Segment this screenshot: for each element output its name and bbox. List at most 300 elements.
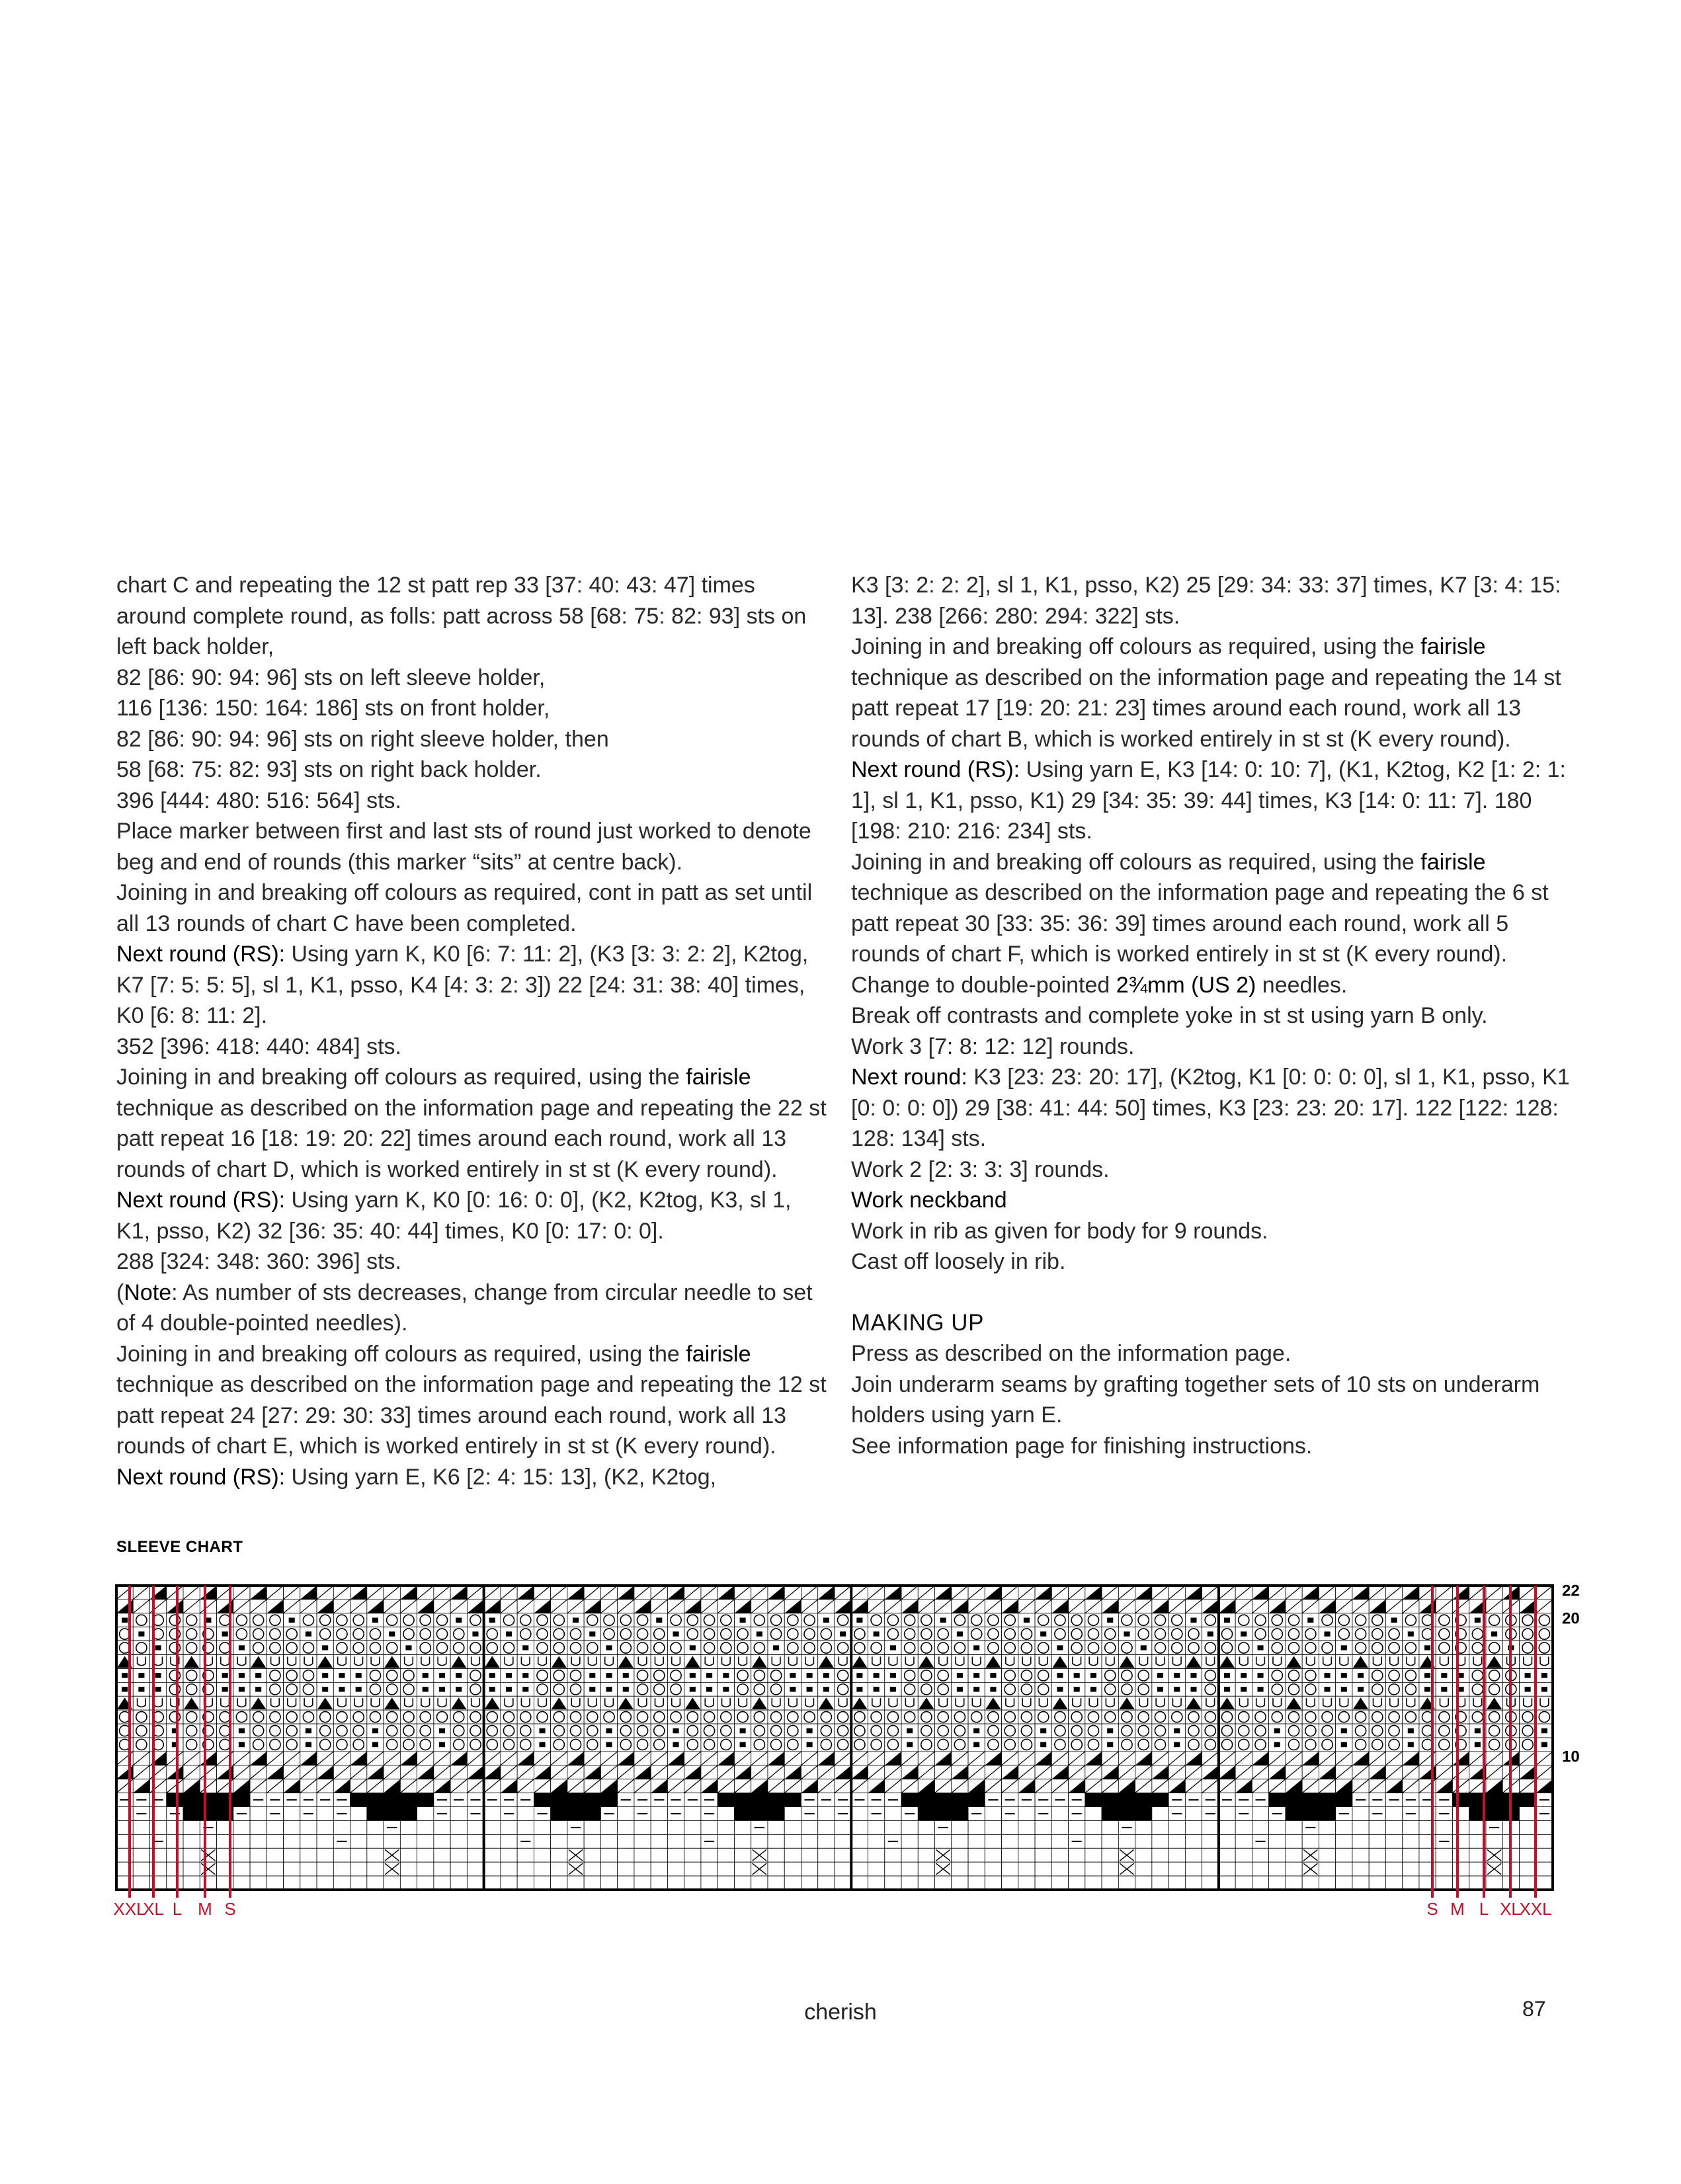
chart-cell (718, 1696, 734, 1710)
chart-cell (1369, 1862, 1385, 1876)
chart-symbol (954, 1725, 965, 1736)
chart-cell (718, 1848, 734, 1862)
chart-symbol (690, 1673, 696, 1678)
chart-cell (1385, 1752, 1402, 1765)
chart-symbol (1506, 1712, 1516, 1722)
chart-symbol (771, 1712, 782, 1722)
chart-cell (1118, 1820, 1135, 1834)
chart-symbol (1475, 1728, 1481, 1734)
chart-cell (918, 1682, 934, 1696)
chart-cell (367, 1682, 384, 1696)
chart-cell (534, 1710, 550, 1724)
chart-symbol (757, 1631, 762, 1637)
chart-symbol (454, 1725, 464, 1736)
chart-cell (317, 1793, 333, 1807)
chart-symbol (387, 1725, 397, 1736)
chart-symbol (1407, 1657, 1415, 1666)
chart-symbol (1422, 1739, 1433, 1750)
chart-symbol (821, 1629, 831, 1639)
chart-symbol (155, 1645, 161, 1650)
chart-symbol (784, 1779, 801, 1793)
chart-cell (1002, 1668, 1018, 1682)
chart-symbol (371, 1657, 380, 1666)
chart-symbol (734, 1779, 751, 1793)
chart-symbol (1085, 1586, 1102, 1599)
chart-cell (467, 1752, 483, 1765)
chart-symbol (1135, 1752, 1152, 1765)
chart-cell (1235, 1876, 1252, 1890)
chart-symbol (1286, 1779, 1302, 1793)
chart-cell (1069, 1668, 1085, 1682)
chart-symbol (337, 1629, 347, 1639)
chart-cell (968, 1696, 985, 1710)
chart-cell (484, 1710, 501, 1724)
chart-cell (1536, 1682, 1553, 1696)
chart-symbol (838, 1642, 848, 1653)
chart-symbol (1024, 1618, 1030, 1623)
chart-symbol (1090, 1673, 1096, 1678)
chart-cell (968, 1848, 985, 1862)
chart-symbol (537, 1615, 548, 1625)
chart-cell (1436, 1682, 1452, 1696)
chart-cell (200, 1765, 216, 1779)
chart-symbol (454, 1629, 464, 1639)
chart-cell (400, 1765, 417, 1779)
chart-cell (1369, 1668, 1385, 1682)
chart-cell (417, 1820, 434, 1834)
chart-cell (317, 1807, 333, 1821)
chart-symbol (405, 1698, 413, 1707)
chart-cell (1252, 1641, 1268, 1655)
chart-cell (901, 1599, 918, 1613)
chart-symbol (988, 1642, 999, 1653)
chart-cell (350, 1793, 367, 1807)
chart-cell (1336, 1668, 1352, 1682)
chart-cell (333, 1682, 350, 1696)
chart-cell (718, 1834, 734, 1848)
chart-symbol (337, 1739, 347, 1750)
chart-cell (450, 1848, 467, 1862)
chart-cell (1319, 1834, 1335, 1848)
chart-symbol (1055, 1739, 1065, 1750)
chart-symbol (387, 1615, 397, 1625)
chart-symbol (907, 1728, 913, 1734)
chart-cell (1502, 1682, 1519, 1696)
chart-cell (584, 1765, 600, 1779)
chart-cell (284, 1682, 300, 1696)
chart-symbol (222, 1673, 228, 1678)
chart-symbol (784, 1752, 801, 1765)
chart-cell (768, 1765, 784, 1779)
chart-cell (701, 1820, 718, 1834)
chart-symbol (217, 1765, 233, 1779)
chart-cell (584, 1682, 600, 1696)
chart-symbol (537, 1642, 548, 1653)
chart-cell (450, 1765, 467, 1779)
chart-symbol (1069, 1779, 1085, 1793)
chart-cell (501, 1765, 517, 1779)
chart-symbol (921, 1615, 932, 1625)
chart-symbol (200, 1779, 216, 1793)
making-up-line: See information page for finishing instructions. (851, 1433, 1313, 1459)
chart-symbol (1071, 1739, 1082, 1750)
chart-symbol (487, 1629, 497, 1639)
chart-cell (868, 1668, 885, 1682)
chart-cell (1002, 1876, 1018, 1890)
chart-cell (901, 1765, 918, 1779)
chart-cell (801, 1599, 817, 1613)
chart-cell (1118, 1655, 1135, 1669)
chart-symbol (138, 1698, 146, 1707)
chart-cell (384, 1793, 400, 1807)
chart-symbol (1055, 1629, 1065, 1639)
chart-symbol (1489, 1670, 1500, 1681)
chart-symbol (754, 1739, 764, 1750)
chart-cell (167, 1696, 183, 1710)
chart-cell (183, 1599, 200, 1613)
chart-cell (1018, 1820, 1035, 1834)
chart-symbol (371, 1698, 380, 1707)
chart-cell (167, 1655, 183, 1669)
paragraph (851, 970, 1575, 1001)
chart-symbol (801, 1779, 817, 1793)
chart-cell (150, 1696, 167, 1710)
chart-cell (634, 1807, 651, 1821)
chart-cell (952, 1724, 968, 1738)
chart-cell (434, 1848, 450, 1862)
chart-cell (217, 1682, 233, 1696)
chart-symbol (534, 1779, 550, 1793)
chart-cell (1519, 1682, 1536, 1696)
chart-symbol (1088, 1725, 1098, 1736)
chart-symbol (266, 1599, 283, 1613)
chart-cell (851, 1599, 868, 1613)
chart-cell (935, 1779, 952, 1793)
chart-cell (1352, 1848, 1369, 1862)
chart-cell (1185, 1820, 1202, 1834)
chart-cell (317, 1820, 333, 1834)
chart-symbol (935, 1765, 952, 1779)
chart-symbol (1539, 1642, 1549, 1653)
chart-symbol (604, 1629, 614, 1639)
chart-cell (233, 1765, 250, 1779)
chart-cell (350, 1641, 367, 1655)
chart-symbol (520, 1725, 531, 1736)
chart-cell (1369, 1848, 1385, 1862)
chart-symbol (554, 1642, 564, 1653)
chart-cell (1252, 1862, 1268, 1876)
chart-symbol (116, 1599, 133, 1613)
chart-symbol (1303, 1863, 1317, 1875)
chart-symbol (384, 1752, 400, 1765)
chart-symbol (266, 1752, 283, 1765)
chart-cell (517, 1820, 534, 1834)
chart-symbol (754, 1684, 764, 1695)
chart-symbol (1524, 1698, 1532, 1707)
chart-cell (851, 1848, 868, 1862)
chart-symbol (183, 1779, 200, 1793)
chart-symbol (554, 1684, 564, 1695)
chart-symbol (1208, 1631, 1213, 1637)
chart-cell (333, 1752, 350, 1765)
chart-cell (667, 1599, 684, 1613)
chart-cell (450, 1586, 467, 1599)
chart-symbol (317, 1599, 333, 1613)
chart-symbol (150, 1765, 167, 1779)
chart-symbol (1355, 1642, 1366, 1653)
chart-cell (484, 1834, 501, 1848)
chart-cell (200, 1848, 216, 1862)
chart-cell (1085, 1613, 1102, 1627)
chart-symbol (704, 1642, 715, 1653)
chart-cell (150, 1710, 167, 1724)
chart-cell (1269, 1793, 1286, 1807)
chart-symbol (1469, 1779, 1486, 1793)
chart-cell (333, 1834, 350, 1848)
chart-symbol (1235, 1586, 1252, 1599)
chart-cell (1002, 1862, 1018, 1876)
chart-cell (1018, 1613, 1035, 1627)
chart-cell (434, 1586, 450, 1599)
chart-cell (300, 1682, 317, 1696)
chart-cell (1436, 1765, 1452, 1779)
chart-symbol (1322, 1615, 1332, 1625)
chart-cell (1202, 1655, 1219, 1669)
chart-cell (1302, 1668, 1319, 1682)
chart-symbol (838, 1739, 848, 1750)
chart-cell (1185, 1848, 1202, 1862)
chart-cell (1018, 1793, 1035, 1807)
chart-cell (317, 1641, 333, 1655)
chart-symbol (788, 1642, 798, 1653)
chart-cell (1469, 1862, 1486, 1876)
chart-cell (952, 1668, 968, 1682)
chart-cell (1035, 1793, 1051, 1807)
chart-cell (567, 1793, 584, 1807)
chart-symbol (690, 1645, 696, 1650)
chart-cell (1152, 1765, 1168, 1779)
chart-cell (1235, 1848, 1252, 1862)
chart-symbol (505, 1698, 513, 1707)
chart-symbol (1472, 1712, 1483, 1722)
chart-cell (317, 1710, 333, 1724)
paragraph (851, 847, 1575, 970)
chart-cell (1536, 1862, 1553, 1876)
chart-cell (551, 1765, 567, 1779)
chart-cell (1202, 1599, 1219, 1613)
chart-symbol (1074, 1687, 1080, 1692)
chart-symbol (1536, 1586, 1553, 1599)
chart-cell (317, 1682, 333, 1696)
chart-symbol (1288, 1642, 1299, 1653)
chart-cell (1336, 1779, 1352, 1793)
chart-symbol (1305, 1712, 1316, 1722)
chart-symbol (537, 1629, 548, 1639)
chart-symbol (551, 1599, 567, 1613)
chart-cell (567, 1765, 584, 1779)
chart-cell (784, 1586, 801, 1599)
chart-symbol (250, 1765, 266, 1779)
chart-cell (183, 1862, 200, 1876)
chart-symbol (154, 1698, 163, 1707)
chart-cell (768, 1627, 784, 1641)
chart-symbol (1040, 1742, 1046, 1748)
chart-cell (1002, 1710, 1018, 1724)
chart-symbol (338, 1698, 347, 1707)
chart-cell (1002, 1793, 1018, 1807)
chart-cell (1069, 1820, 1085, 1834)
chart-symbol (1288, 1615, 1299, 1625)
chart-symbol (584, 1599, 600, 1613)
chart-symbol (1506, 1684, 1516, 1695)
chart-cell (935, 1724, 952, 1738)
chart-symbol (116, 1586, 133, 1599)
chart-cell (1252, 1599, 1268, 1613)
chart-cell (467, 1682, 483, 1696)
chart-cell (350, 1710, 367, 1724)
paragraph-text: 82 [86: 90: 94: 96] sts on left sleeve holder, (116, 665, 546, 690)
chart-symbol (606, 1687, 612, 1692)
chart-cell (1369, 1710, 1385, 1724)
chart-cell (350, 1862, 367, 1876)
chart-symbol (753, 1863, 766, 1875)
chart-cell (1185, 1724, 1202, 1738)
chart-cell (1469, 1876, 1486, 1890)
chart-symbol (618, 1586, 634, 1599)
chart-symbol (1219, 1779, 1235, 1793)
chart-cell (1536, 1710, 1553, 1724)
chart-cell (1051, 1696, 1068, 1710)
chart-cell (1168, 1586, 1185, 1599)
chart-cell (167, 1779, 183, 1793)
chart-cell (1286, 1820, 1302, 1834)
chart-cell (1185, 1641, 1202, 1655)
chart-symbol (1422, 1615, 1433, 1625)
chart-symbol (220, 1615, 230, 1625)
chart-symbol (1341, 1645, 1347, 1650)
chart-symbol (1255, 1725, 1266, 1736)
chart-cell (1118, 1613, 1135, 1627)
chart-cell (417, 1710, 434, 1724)
chart-symbol (421, 1657, 430, 1666)
chart-cell (484, 1807, 501, 1821)
chart-cell (1469, 1848, 1486, 1862)
chart-cell (1051, 1724, 1068, 1738)
chart-symbol (952, 1752, 968, 1765)
chart-symbol (339, 1687, 345, 1692)
chart-cell (651, 1627, 667, 1641)
chart-symbol (534, 1586, 550, 1599)
chart-cell (1018, 1876, 1035, 1890)
chart-cell (1286, 1834, 1302, 1848)
chart-symbol (584, 1779, 600, 1793)
chart-symbol (470, 1712, 481, 1722)
chart-cell (1018, 1862, 1035, 1876)
chart-symbol (1069, 1752, 1085, 1765)
chart-cell (266, 1682, 283, 1696)
chart-symbol (454, 1712, 464, 1722)
chart-cell (684, 1586, 701, 1599)
chart-symbol (651, 1752, 667, 1765)
chart-symbol (434, 1752, 450, 1765)
chart-cell (183, 1834, 200, 1848)
chart-cell (1369, 1655, 1385, 1669)
chart-cell (1135, 1765, 1152, 1779)
chart-cell (718, 1820, 734, 1834)
chart-symbol (1118, 1599, 1135, 1613)
chart-cell (952, 1765, 968, 1779)
chart-symbol (584, 1765, 600, 1779)
chart-symbol (1006, 1657, 1014, 1666)
chart-cell (1018, 1738, 1035, 1752)
chart-symbol (1336, 1586, 1352, 1599)
chart-cell (1469, 1779, 1486, 1793)
chart-cell (667, 1862, 684, 1876)
chart-cell (1269, 1779, 1286, 1793)
chart-cell (1419, 1793, 1436, 1807)
paragraph-text: technique as described on the information page and repeating the 12 st patt repeat 24 [27: 29: 30: 33] times around each round, work all 13 rounds of chart E, which is worked entirely in st st (K every round). (116, 1372, 827, 1459)
chart-cell (350, 1765, 367, 1779)
chart-cell (1519, 1862, 1536, 1876)
chart-symbol (1341, 1687, 1347, 1692)
chart-symbol (423, 1673, 429, 1678)
chart-cell (1002, 1682, 1018, 1696)
chart-cell (150, 1682, 167, 1696)
chart-cell (1118, 1724, 1135, 1738)
chart-symbol (467, 1599, 483, 1613)
chart-cell (484, 1599, 501, 1613)
chart-symbol (1257, 1673, 1263, 1678)
chart-cell (517, 1779, 534, 1793)
chart-cell (333, 1710, 350, 1724)
chart-symbol (534, 1599, 550, 1613)
chart-cell (1352, 1765, 1369, 1779)
chart-cell (250, 1696, 266, 1710)
chart-cell (517, 1655, 534, 1669)
chart-cell (1419, 1848, 1436, 1862)
chart-cell (751, 1655, 768, 1669)
chart-cell (600, 1738, 617, 1752)
chart-cell (1502, 1586, 1519, 1599)
chart-cell (818, 1586, 835, 1599)
chart-symbol (570, 1712, 581, 1722)
chart-symbol (487, 1712, 497, 1722)
chart-cell (835, 1613, 851, 1627)
chart-cell (450, 1641, 467, 1655)
chart-cell (868, 1641, 885, 1655)
chart-symbol (1004, 1642, 1015, 1653)
chart-symbol (1288, 1629, 1299, 1639)
chart-symbol (768, 1752, 784, 1765)
chart-symbol (286, 1712, 297, 1722)
chart-cell (651, 1765, 667, 1779)
chart-cell (868, 1586, 885, 1599)
chart-cell (1352, 1655, 1369, 1669)
chart-symbol (1288, 1739, 1299, 1750)
chart-cell (1168, 1752, 1185, 1765)
chart-symbol (183, 1765, 200, 1779)
chart-cell (1069, 1724, 1085, 1738)
chart-symbol (734, 1752, 751, 1765)
chart-cell (484, 1848, 501, 1862)
chart-symbol (573, 1618, 579, 1623)
chart-cell (1252, 1779, 1268, 1793)
chart-cell (434, 1696, 450, 1710)
chart-symbol (570, 1739, 581, 1750)
chart-symbol (183, 1752, 200, 1765)
chart-cell (501, 1862, 517, 1876)
chart-symbol (722, 1657, 731, 1666)
